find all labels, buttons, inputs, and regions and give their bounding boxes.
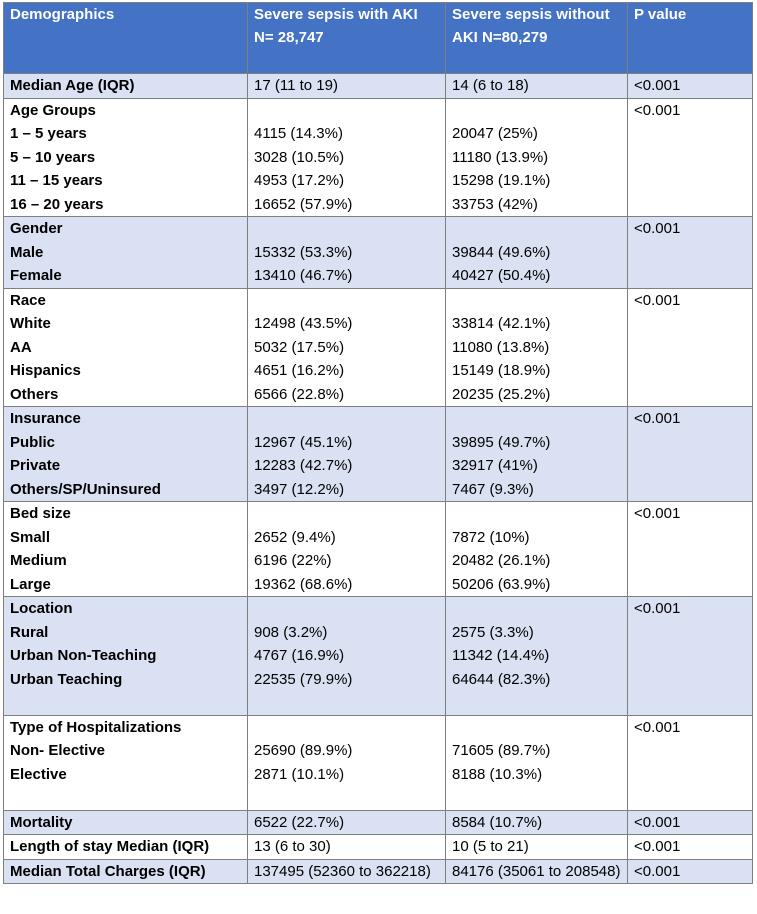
item-no-aki: 64644 (82.3%)	[452, 670, 551, 688]
item-no-aki: 33753 (42%)	[452, 195, 538, 213]
header-p-value: P value	[628, 3, 753, 74]
cell-aki	[248, 98, 446, 217]
cell-no-aki: 10 (5 to 21)	[446, 835, 628, 860]
cell-no-aki	[446, 502, 628, 597]
item-no-aki: 71605 (89.7%)	[452, 742, 551, 759]
item-no-aki: 40427 (50.4%)	[452, 267, 551, 284]
item-label: Others	[10, 385, 59, 403]
item-no-aki: 7872 (10%)	[452, 528, 530, 546]
item-no-aki: 7467 (9.3%)	[452, 480, 534, 498]
item-no-aki: 32917 (41%)	[452, 457, 538, 474]
cell-p: <0.001	[628, 98, 753, 217]
cell-no-aki	[446, 98, 628, 217]
cell-aki	[248, 597, 446, 716]
item-no-aki: 39895 (49.7%)	[452, 433, 551, 451]
item-label: Private	[10, 457, 61, 474]
cell-p: <0.001	[628, 502, 753, 597]
group-title: Insurance	[10, 410, 81, 427]
item-label: Large	[10, 575, 51, 593]
item-aki: 13410 (46.7%)	[254, 267, 353, 284]
cell-aki	[248, 288, 446, 407]
cell-p: <0.001	[628, 217, 753, 289]
cell-p: <0.001	[628, 835, 753, 860]
group-title: Type of Hospitalizations	[10, 718, 182, 736]
item-aki: 12498 (43.5%)	[254, 315, 353, 332]
row-labels	[4, 502, 248, 597]
item-aki: 3028 (10.5%)	[254, 148, 345, 166]
item-label: White	[10, 315, 51, 332]
cell-aki	[248, 407, 446, 502]
item-aki: 6196 (22%)	[254, 552, 332, 569]
item-label: Female	[10, 267, 62, 284]
item-label: Urban Teaching	[10, 670, 123, 688]
row-labels	[4, 98, 248, 217]
cell-no-aki	[446, 217, 628, 289]
item-aki: 19362 (68.6%)	[254, 575, 353, 593]
item-aki: 4767 (16.9%)	[254, 647, 345, 664]
item-label: Rural	[10, 623, 49, 641]
item-label: Others/SP/Uninsured	[10, 480, 161, 498]
row-length-of-stay	[4, 835, 753, 860]
row-location	[4, 597, 753, 716]
cell-aki	[248, 502, 446, 597]
item-aki: 4115 (14.3%)	[254, 125, 343, 142]
item-aki: 3497 (12.2%)	[254, 480, 345, 498]
item-no-aki: 20047 (25%)	[452, 125, 538, 142]
row-race	[4, 288, 753, 407]
item-label: 5 – 10 years	[10, 148, 96, 166]
item-no-aki: 50206 (63.9%)	[452, 575, 551, 593]
item-aki: 908 (3.2%)	[254, 623, 328, 641]
row-labels	[4, 407, 248, 502]
item-aki: 6566 (22.8%)	[254, 385, 345, 403]
item-label: Non- Elective	[10, 742, 106, 759]
item-aki: 4953 (17.2%)	[254, 172, 345, 189]
item-aki: 12283 (42.7%)	[254, 457, 353, 474]
item-label: Public	[10, 433, 56, 451]
item-aki: 22535 (79.9%)	[254, 670, 353, 688]
cell-no-aki: 84176 (35061 to 208548)	[446, 859, 628, 884]
group-title: Bed size	[10, 505, 71, 522]
row-hospitalization	[4, 715, 753, 810]
cell-p: <0.001	[628, 810, 753, 835]
cell-aki	[248, 715, 446, 810]
group-title: Age Groups	[10, 101, 96, 119]
cell-p: <0.001	[628, 859, 753, 884]
item-no-aki: 11180 (13.9%)	[452, 148, 549, 166]
cell-no-aki	[446, 407, 628, 502]
group-title: Location	[10, 600, 73, 617]
row-gender	[4, 217, 753, 289]
item-aki: 15332 (53.3%)	[254, 243, 353, 261]
item-label: Male	[10, 243, 44, 261]
item-no-aki: 11080 (13.8%)	[452, 338, 550, 356]
cell-no-aki	[446, 715, 628, 810]
item-no-aki: 8188 (10.3%)	[452, 765, 543, 783]
row-labels	[4, 715, 248, 810]
row-insurance	[4, 407, 753, 502]
cell-aki: 6522 (22.7%)	[248, 810, 446, 835]
item-label: 16 – 20 years	[10, 195, 104, 213]
cell-aki: 13 (6 to 30)	[248, 835, 446, 860]
cell-aki: 137495 (52360 to 362218)	[248, 859, 446, 884]
row-bed-size	[4, 502, 753, 597]
header-row	[4, 3, 753, 74]
row-label: Mortality	[4, 810, 248, 835]
item-no-aki: 2575 (3.3%)	[452, 623, 534, 641]
cell-p: <0.001	[628, 288, 753, 407]
cell-aki: 17 (11 to 19)	[248, 74, 446, 99]
item-aki: 4651 (16.2%)	[254, 362, 345, 379]
cell-p: <0.001	[628, 74, 753, 99]
cell-no-aki	[446, 288, 628, 407]
group-title: Race	[10, 291, 46, 309]
item-label: 11 – 15 years	[10, 172, 103, 189]
item-label: Elective	[10, 765, 67, 783]
row-mortality	[4, 810, 753, 835]
item-label: Small	[10, 528, 51, 546]
item-label: AA	[10, 338, 32, 356]
item-aki: 16652 (57.9%)	[254, 195, 353, 213]
item-label: Medium	[10, 552, 67, 569]
header-with-aki: Severe sepsis with AKI N= 28,747	[248, 3, 446, 74]
item-no-aki: 15298 (19.1%)	[452, 172, 551, 189]
cell-p: <0.001	[628, 407, 753, 502]
cell-p: <0.001	[628, 715, 753, 810]
item-label: 1 – 5 years	[10, 125, 87, 142]
cell-no-aki: 14 (6 to 18)	[446, 74, 628, 99]
item-no-aki: 11342 (14.4%)	[452, 647, 550, 664]
item-aki: 2652 (9.4%)	[254, 528, 336, 546]
item-label: Hispanics	[10, 362, 81, 379]
item-aki: 5032 (17.5%)	[254, 338, 345, 356]
item-aki: 2871 (10.1%)	[254, 765, 345, 783]
cell-no-aki: 8584 (10.7%)	[446, 810, 628, 835]
row-median-age	[4, 74, 753, 99]
header-without-aki: Severe sepsis without AKI N=80,279	[446, 3, 628, 74]
row-label: Median Age (IQR)	[4, 74, 248, 99]
group-title: Gender	[10, 220, 63, 237]
item-no-aki: 33814 (42.1%)	[452, 315, 551, 332]
cell-no-aki	[446, 597, 628, 716]
row-labels	[4, 597, 248, 716]
item-aki: 25690 (89.9%)	[254, 742, 353, 759]
row-labels	[4, 217, 248, 289]
item-no-aki: 20482 (26.1%)	[452, 552, 551, 569]
cell-aki	[248, 217, 446, 289]
item-label: Urban Non-Teaching	[10, 647, 157, 664]
row-age-groups	[4, 98, 753, 217]
row-label: Length of stay Median (IQR)	[4, 835, 248, 860]
item-aki: 12967 (45.1%)	[254, 433, 353, 451]
row-label: Median Total Charges (IQR)	[4, 859, 248, 884]
cell-p: <0.001	[628, 597, 753, 716]
header-demographics: Demographics	[4, 3, 248, 74]
demographics-table	[3, 2, 753, 884]
row-labels	[4, 288, 248, 407]
item-no-aki: 20235 (25.2%)	[452, 385, 551, 403]
item-no-aki: 15149 (18.9%)	[452, 362, 551, 379]
row-total-charges	[4, 859, 753, 884]
item-no-aki: 39844 (49.6%)	[452, 243, 551, 261]
